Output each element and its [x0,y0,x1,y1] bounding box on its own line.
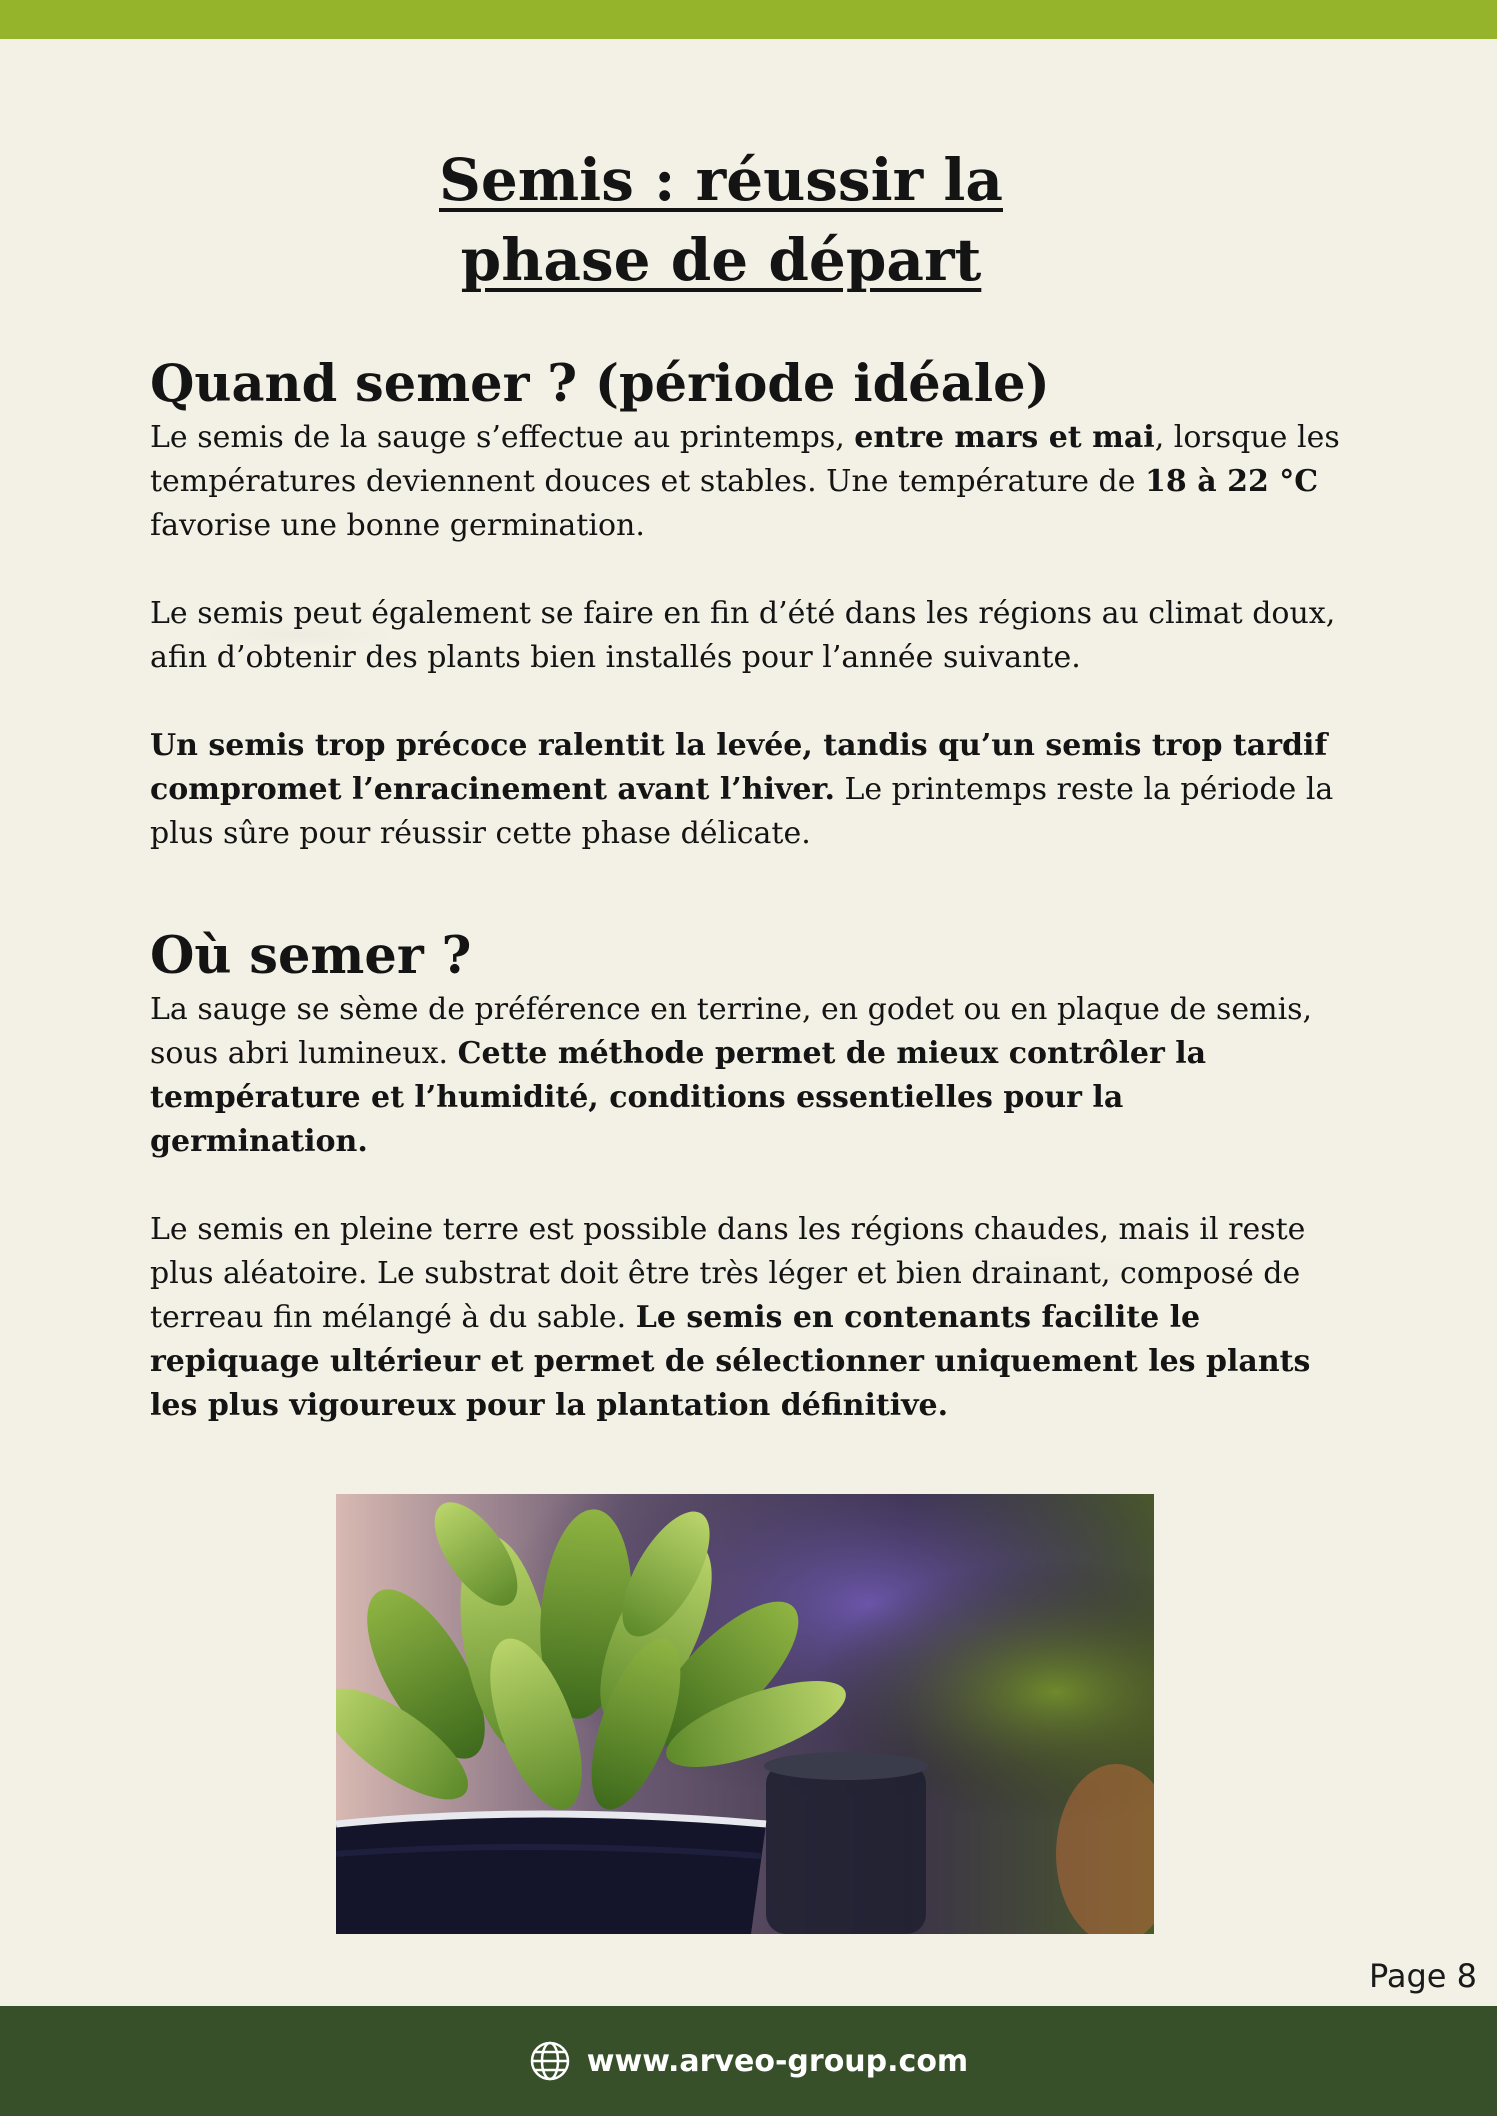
website-link[interactable]: www.arveo-group.com [586,2043,969,2079]
bold-text: 18 à 22 °C [1145,464,1319,499]
page-title-line-2: phase de départ [460,226,982,294]
footer-bar [0,2006,1497,2116]
paragraph-when-2: Le semis peut également se faire en fin d’été dans les régions au climat doux, afin d’obtenir des plants bien installés pour l’année suivante. [150,596,1336,675]
sage-plant-photo [336,1494,1154,1934]
page-title [0,140,1442,300]
globe-icon [529,2040,571,2082]
paragraph-where-1: La sauge se sème de préférence en terrine, en godet ou en plaque de semis, sous abri lumineux. Cette méthode permet de mieux contrôler la température et l’humidité, conditions essentielles pour la germination. [150,992,1313,1159]
bold-text: Un semis trop précoce ralentit la levée, tandis qu’un semis trop tardif compromet l’enracinement avant l’hiver. [150,728,1328,807]
main-content [150,352,1350,1428]
paragraph-where-2: Le semis en pleine terre est possible dans les régions chaudes, mais il reste plus aléatoire. Le substrat doit être très léger et bien drainant, composé de terreau fin mélangé à du sable. Le semis en contenants facilite le repiquage ultérieur et permet de sélectionner uniquement les plants les plus vigoureux pour la plantation définitive. [150,1212,1311,1423]
bold-text: Le semis en contenants facilite le repiquage ultérieur et permet de sélectionner uniquement les plants les plus vigoureux pour la plantation définitive. [150,1300,1311,1423]
bold-text: Cette méthode permet de mieux contrôler la température et l’humidité, conditions essentielles pour la germination. [150,1036,1207,1159]
page-title-line-1: Semis : réussir la [439,146,1003,214]
paragraph-when-3: Un semis trop précoce ralentit la levée, tandis qu’un semis trop tardif compromet l’enracinement avant l’hiver. Le printemps reste la période la plus sûre pour réussir cette phase délicate. [150,728,1334,851]
page-number: Page 8 [1369,1957,1477,1995]
bold-text: entre mars et mai [854,420,1155,455]
section-heading-where: Où semer ? [150,926,472,986]
section-heading-when: Quand semer ? (période idéale) [150,354,1050,414]
top-accent-bar [0,0,1497,39]
paragraph-when-1: Le semis de la sauge s’effectue au printemps, entre mars et mai, lorsque les températures deviennent douces et stables. Une température de 18 à 22 °C favorise une bonne germination. [150,420,1340,543]
